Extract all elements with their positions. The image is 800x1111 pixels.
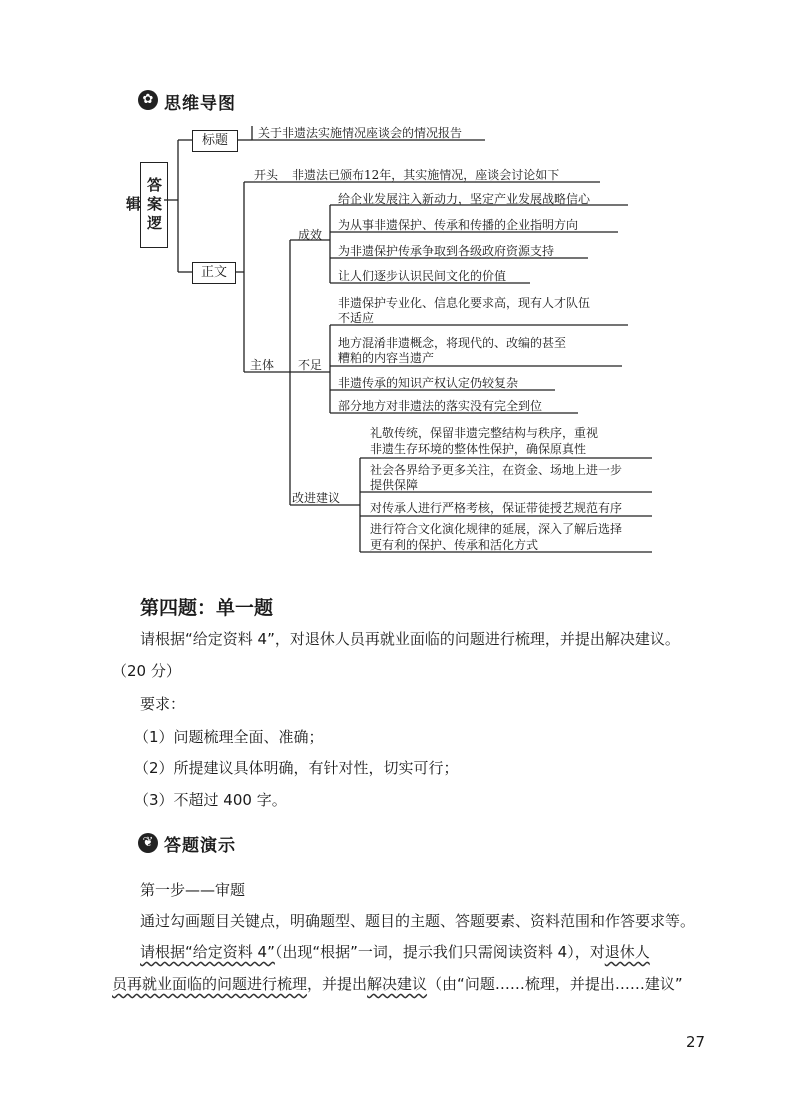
question-prompt: 请根据“给定资料 4”，对退休人员再就业面临的问题进行梳理，并提出解决建议。 xyxy=(140,630,680,648)
achievement-item: 为非遗保护传承争取到各级政府资源支持 xyxy=(338,244,555,258)
answer-section-title: 答题演示 xyxy=(164,836,236,856)
achievement-item: 为从事非遗保护、传承和传播的企业指明方向 xyxy=(338,218,579,232)
step-title: 第一步——审题 xyxy=(140,881,246,899)
underlined-keyword: 员再就业面临的问题进行梳理 xyxy=(112,975,308,993)
flower-icon: ✿ xyxy=(138,90,158,110)
mindmap-opening-text: 非遗法已颁布12年，其实施情况，座谈会讨论如下 xyxy=(292,168,560,182)
shortcoming-item: 非遗保护专业化、信息化要求高，现有人才队伍 xyxy=(338,296,591,310)
mindmap-title-label: 标题 xyxy=(192,130,238,152)
requirement-item: （3）不超过 400 字。 xyxy=(134,791,287,809)
answer-paragraph: 通过勾画题目关键点，明确题型、题目的主题、答题要素、资料范围和作答要求等。 xyxy=(140,912,696,930)
shortcoming-item: 非遗传承的知识产权认定仍较复杂 xyxy=(338,376,519,390)
suggestion-item: 提供保障 xyxy=(370,478,419,492)
shortcoming-item: 糟粕的内容当遗产 xyxy=(338,351,435,365)
question-title: 第四题：单一题 xyxy=(140,597,274,619)
mindmap-section-title: 思维导图 xyxy=(164,94,236,114)
shortcoming-item: 地方混淆非遗概念，将现代的、改编的甚至 xyxy=(338,336,567,350)
mindmap-suggestions-label: 改进建议 xyxy=(292,491,341,505)
requirements-label: 要求： xyxy=(140,695,186,713)
underlined-keyword: 退休人 xyxy=(604,943,650,961)
question-score: （20 分） xyxy=(112,662,181,680)
suggestion-item: 社会各界给予更多关注，在资金、场地上进一步 xyxy=(370,463,623,477)
answer-text: ，并提出 xyxy=(307,975,368,993)
underlined-keyword: 解决建议 xyxy=(367,975,428,993)
mindmap-root: 答案逻辑 xyxy=(140,162,168,248)
suggestion-item: 更有利的保护、传承和活化方式 xyxy=(370,538,539,552)
answer-text: （出现“根据”一词，提示我们只需阅读资料 4），对 xyxy=(274,943,605,961)
requirement-item: （1）问题梳理全面、准确； xyxy=(134,728,324,746)
achievement-item: 让人们逐步认识民间文化的价值 xyxy=(338,269,507,283)
suggestion-item: 进行符合文化演化规律的延展，深入了解后选择 xyxy=(370,522,623,536)
answer-paragraph-line xyxy=(112,973,683,994)
underlined-keyword: “给定资料 4” xyxy=(185,943,275,961)
mindmap-body-label: 正文 xyxy=(192,262,236,284)
page-number: 27 xyxy=(686,1033,706,1051)
requirement-item: （2）所提建议具体明确，有针对性，切实可行； xyxy=(134,759,459,777)
answer-text: （由“问题……梳理，并提出……建议” xyxy=(427,975,683,993)
mindmap-opening-label: 开头 xyxy=(254,168,279,182)
mindmap-main-label: 主体 xyxy=(250,358,275,372)
mindmap-achievements-label: 成效 xyxy=(298,228,323,242)
leaf-icon: ❦ xyxy=(138,833,158,853)
mindmap-shortcomings-label: 不足 xyxy=(298,358,323,372)
achievement-item: 给企业发展注入新动力，坚定产业发展战略信心 xyxy=(338,192,591,206)
shortcoming-item: 部分地方对非遗法的落实没有完全到位 xyxy=(338,399,543,413)
answer-paragraph-line xyxy=(140,941,650,962)
mindmap-title-text: 关于非遗法实施情况座谈会的情况报告 xyxy=(258,126,463,140)
underlined-keyword: 请根据 xyxy=(140,943,186,961)
suggestion-item: 礼敬传统，保留非遗完整结构与秩序，重视 xyxy=(370,426,599,440)
shortcoming-item: 不适应 xyxy=(338,311,375,325)
suggestion-item: 对传承人进行严格考核，保证带徒授艺规范有序 xyxy=(370,501,623,515)
suggestion-item: 非遗生存环境的整体性保护，确保原真性 xyxy=(370,442,587,456)
